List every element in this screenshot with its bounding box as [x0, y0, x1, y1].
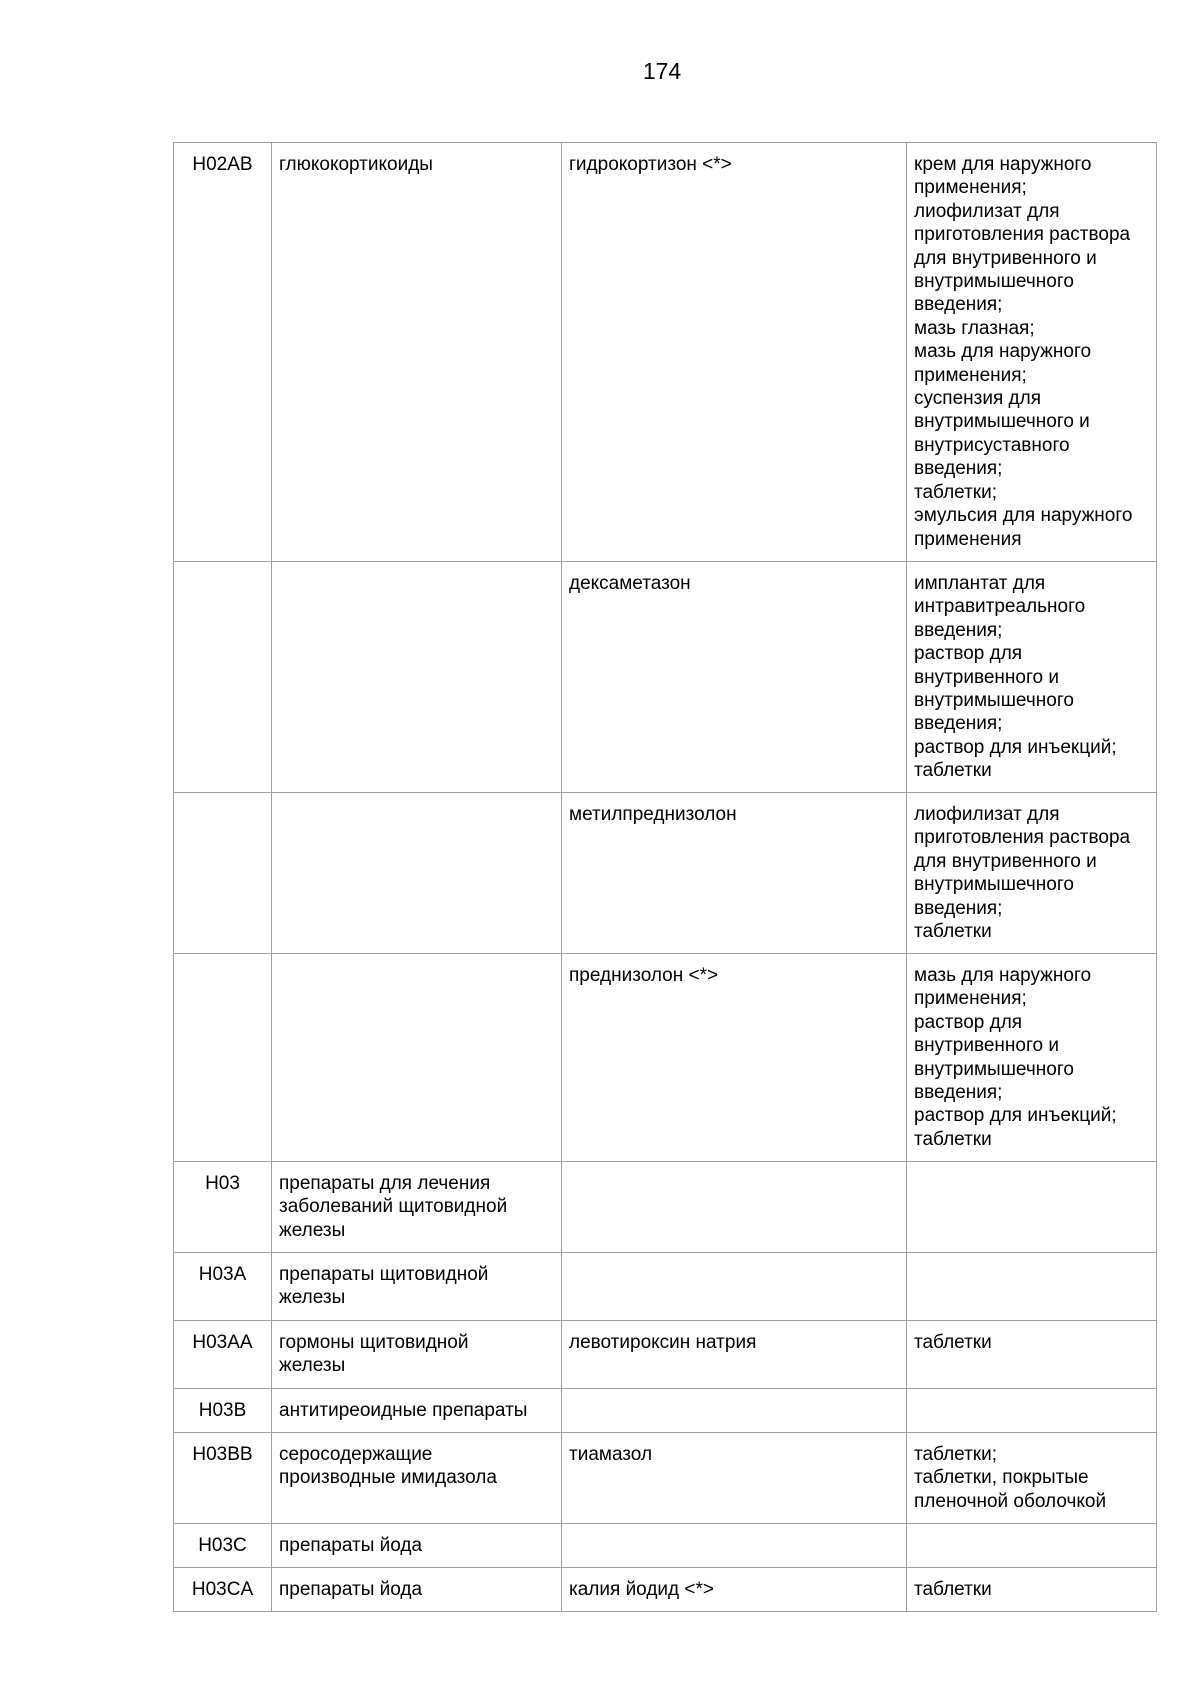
forms-cell	[907, 1321, 1157, 1389]
group-cell	[272, 954, 562, 1162]
form-line: введения;	[914, 713, 1003, 735]
group-line: антитиреоидные препараты	[279, 1400, 528, 1421]
drug-name: дексаметазон	[569, 573, 691, 594]
group-line: гормоны щитовидной	[279, 1332, 469, 1353]
form-line: приготовления раствора	[914, 827, 1131, 849]
form-line: внутримышечного	[914, 690, 1074, 712]
group-line: препараты для лечения	[279, 1173, 491, 1194]
table-row	[174, 143, 1157, 562]
drug-name: метилпреднизолон	[569, 804, 737, 825]
drug-cell	[562, 1524, 907, 1568]
form-line: приготовления раствора	[914, 224, 1131, 246]
form-line: мазь для наружного	[914, 965, 1092, 986]
form-line: мазь глазная;	[914, 317, 1035, 339]
form-line: введения;	[914, 897, 1003, 919]
drug-cell	[562, 1568, 907, 1612]
form-line: раствор для	[914, 643, 1023, 665]
drug-name: левотироксин натрия	[569, 1332, 757, 1353]
form-line: внутрисуставного	[914, 434, 1070, 456]
form-line: раствор для инъекций;	[914, 736, 1117, 758]
form-line: крем для наружного	[914, 154, 1092, 175]
forms-cell	[907, 562, 1157, 793]
atc-code-cell	[174, 1389, 272, 1433]
drug-name: гидрокортизон <*>	[569, 154, 732, 175]
form-line: таблетки	[914, 760, 992, 782]
table-row	[174, 793, 1157, 954]
atc-code: H03A	[198, 1264, 247, 1285]
drug-cell	[562, 1389, 907, 1433]
form-line: внутривенного и	[914, 1035, 1059, 1057]
form-line: внутримышечного	[914, 874, 1074, 896]
form-line: таблетки;	[914, 481, 998, 503]
form-line: лиофилизат для	[914, 200, 1060, 222]
forms-cell	[907, 143, 1157, 562]
group-cell	[272, 143, 562, 562]
table-row	[174, 1568, 1157, 1612]
group-cell	[272, 1524, 562, 1568]
form-line: введения;	[914, 458, 1003, 480]
forms-cell	[907, 1433, 1157, 1524]
table-row	[174, 954, 1157, 1162]
forms-cell	[907, 1524, 1157, 1568]
group-cell	[272, 793, 562, 954]
group-cell	[272, 1162, 562, 1253]
group-line: препараты йода	[279, 1579, 423, 1600]
group-line: железы	[279, 1287, 346, 1309]
form-line: эмульсия для наружного	[914, 505, 1133, 527]
atc-code-cell	[174, 1524, 272, 1568]
form-line: применения;	[914, 177, 1027, 199]
forms-cell	[907, 1568, 1157, 1612]
forms-cell	[907, 1253, 1157, 1321]
atc-code-cell	[174, 562, 272, 793]
group-cell	[272, 1253, 562, 1321]
atc-code: H03BB	[192, 1444, 253, 1465]
page-number: 174	[642, 58, 682, 84]
drug-cell	[562, 1162, 907, 1253]
group-line: железы	[279, 1219, 346, 1241]
forms-cell	[907, 793, 1157, 954]
group-line: препараты щитовидной	[279, 1264, 489, 1285]
table-row	[174, 1162, 1157, 1253]
drug-cell	[562, 1433, 907, 1524]
drug-name: тиамазол	[569, 1444, 653, 1465]
form-line: мазь для наружного	[914, 341, 1092, 363]
form-line: раствор для инъекций;	[914, 1105, 1117, 1127]
form-line: введения;	[914, 1082, 1003, 1104]
form-line: интравитреального	[914, 596, 1086, 618]
form-line: внутримышечного	[914, 1058, 1074, 1080]
table-row	[174, 1253, 1157, 1321]
drug-cell	[562, 1321, 907, 1389]
table-row	[174, 1389, 1157, 1433]
drug-cell	[562, 793, 907, 954]
form-line: применения;	[914, 988, 1027, 1010]
atc-code-cell	[174, 793, 272, 954]
group-cell	[272, 562, 562, 793]
form-line: лиофилизат для	[914, 804, 1060, 825]
forms-cell	[907, 1389, 1157, 1433]
form-line: таблетки	[914, 1128, 992, 1150]
group-line: железы	[279, 1355, 346, 1377]
form-line: для внутривенного и	[914, 247, 1097, 269]
form-line: применения;	[914, 364, 1027, 386]
drug-name: калия йодид <*>	[569, 1579, 714, 1600]
drug-cell	[562, 562, 907, 793]
form-line: суспензия для	[914, 388, 1041, 410]
atc-code-cell	[174, 954, 272, 1162]
group-line: заболеваний щитовидной	[279, 1196, 508, 1218]
form-line: введения;	[914, 619, 1003, 641]
forms-cell	[907, 954, 1157, 1162]
form-line: внутримышечного и	[914, 411, 1090, 433]
atc-code: H03C	[198, 1535, 247, 1556]
group-cell	[272, 1433, 562, 1524]
drug-cell	[562, 143, 907, 562]
group-cell	[272, 1321, 562, 1389]
forms-cell	[907, 1162, 1157, 1253]
table-row	[174, 1321, 1157, 1389]
atc-code-cell	[174, 1321, 272, 1389]
form-line: внутримышечного	[914, 271, 1074, 293]
drug-cell	[562, 1253, 907, 1321]
atc-code: H03AA	[192, 1332, 253, 1353]
atc-code-cell	[174, 1433, 272, 1524]
atc-code-cell	[174, 1568, 272, 1612]
atc-code: H03CA	[191, 1579, 254, 1600]
drug-table	[173, 142, 1157, 1612]
drug-cell	[562, 954, 907, 1162]
group-line: препараты йода	[279, 1535, 423, 1556]
table-body	[174, 143, 1157, 1612]
table-row	[174, 1433, 1157, 1524]
form-line: таблетки, покрытые	[914, 1467, 1089, 1489]
form-line: имплантат для	[914, 573, 1046, 594]
table-row	[174, 562, 1157, 793]
form-line: таблетки;	[914, 1444, 998, 1465]
form-line: введения;	[914, 294, 1003, 316]
form-line: раствор для	[914, 1011, 1023, 1033]
atc-code: H03	[205, 1173, 240, 1194]
atc-code-cell	[174, 143, 272, 562]
drug-name: преднизолон <*>	[569, 965, 719, 986]
group-cell	[272, 1389, 562, 1433]
form-line: таблетки	[914, 921, 992, 943]
form-line: внутривенного и	[914, 666, 1059, 688]
form-line: для внутривенного и	[914, 850, 1097, 872]
atc-code: H02AB	[192, 154, 253, 175]
form-line: таблетки	[914, 1579, 992, 1600]
group-line: производные имидазола	[279, 1467, 497, 1489]
form-line: пленочной оболочкой	[914, 1490, 1107, 1512]
atc-code: H03B	[198, 1400, 247, 1421]
table-row	[174, 1524, 1157, 1568]
atc-code-cell	[174, 1253, 272, 1321]
form-line: таблетки	[914, 1332, 992, 1353]
group-cell	[272, 1568, 562, 1612]
form-line: применения	[914, 528, 1022, 550]
atc-code-cell	[174, 1162, 272, 1253]
group-line: серосодержащие	[279, 1444, 433, 1465]
group-line: глюкокортикоиды	[279, 154, 433, 175]
